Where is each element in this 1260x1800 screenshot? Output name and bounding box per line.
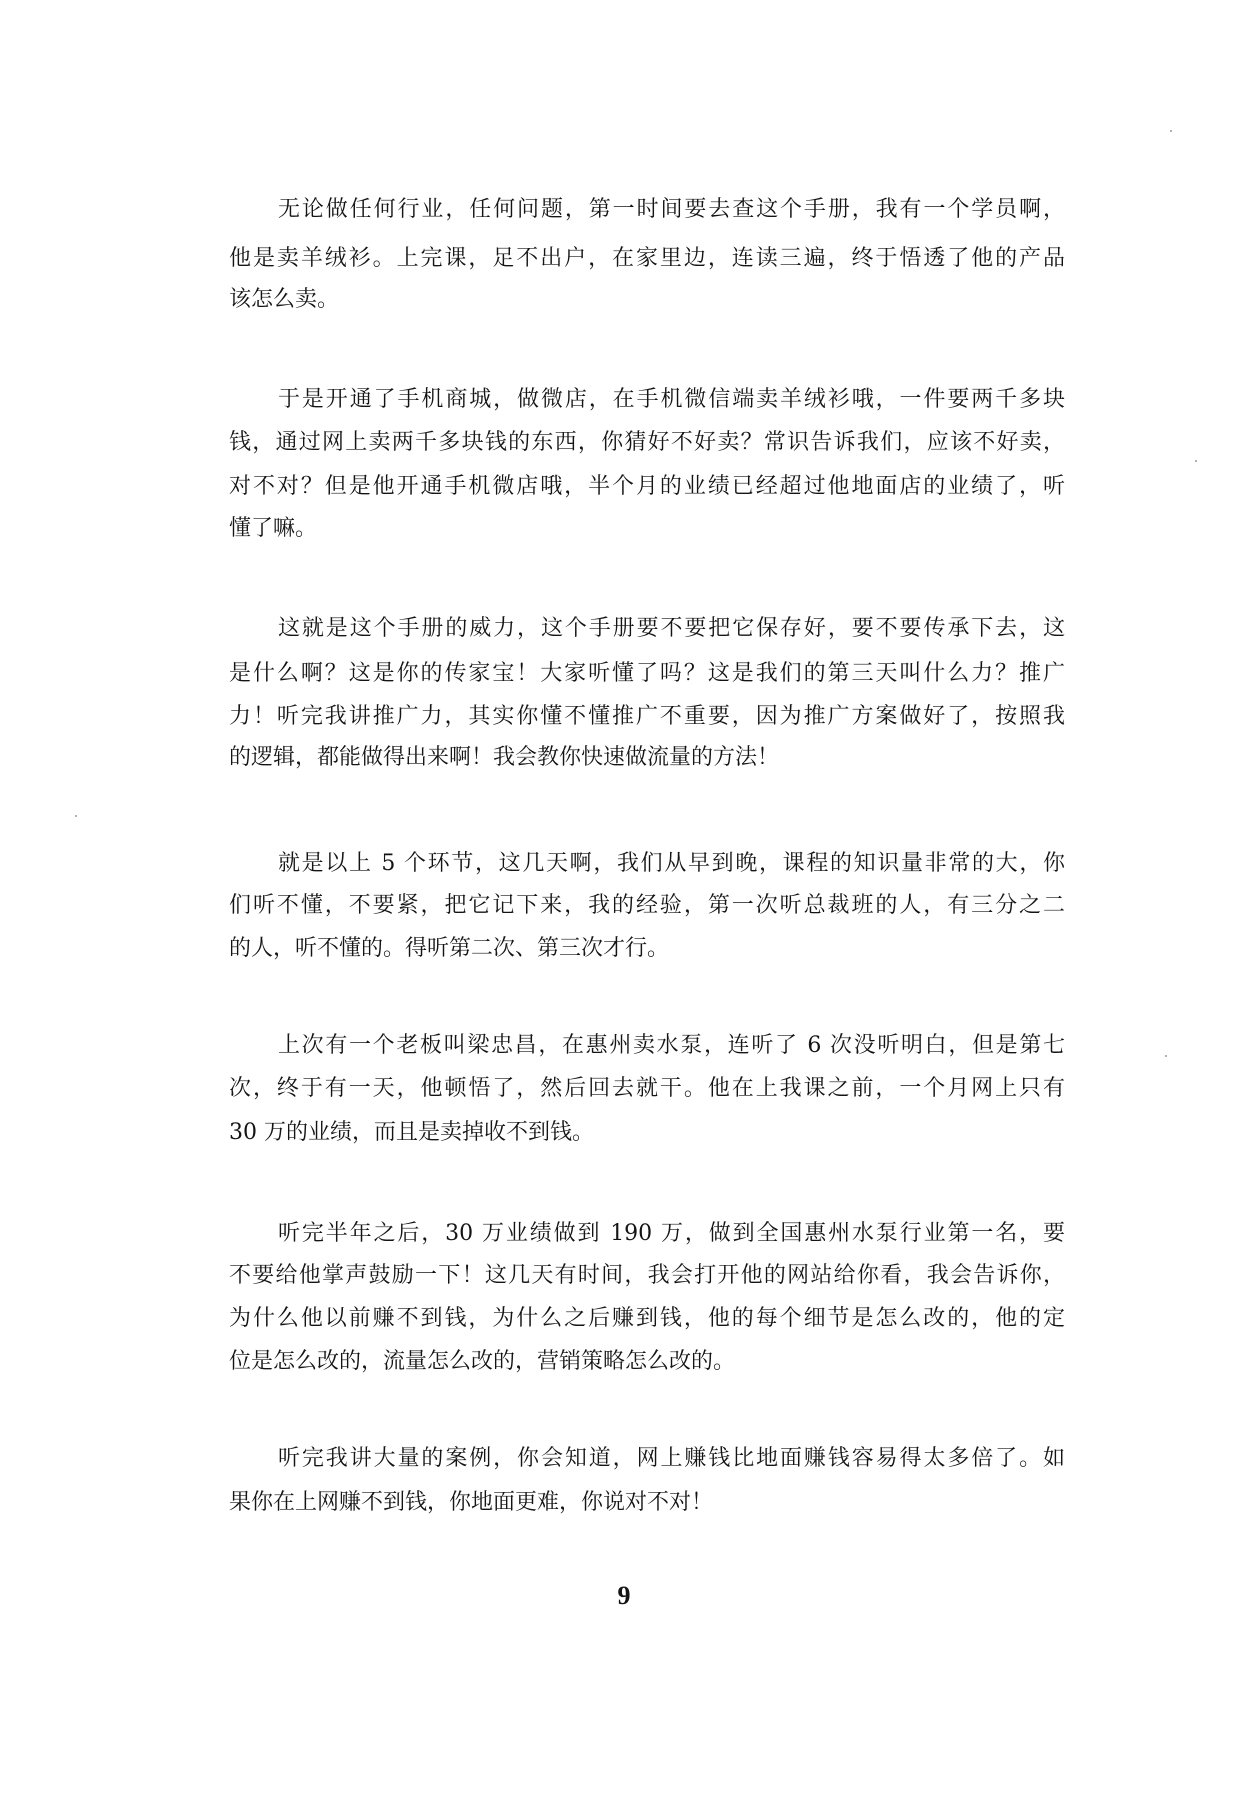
text-line: 不要给他掌声鼓励一下！这几天有时间，我会打开他的网站给你看，我会告诉你， [229, 1263, 1065, 1288]
text-line: 于是开通了手机商城，做微店，在手机微信端卖羊绒衫哦，一件要两千多块 [278, 387, 1065, 412]
text-line: 的逻辑，都能做得出来啊！我会教你快速做流量的方法！ [229, 745, 780, 770]
text-line: 他是卖羊绒衫。上完课，足不出户，在家里边，连读三遍，终于悟透了他的产品 [229, 246, 1065, 271]
text-line: 无论做任何行业，任何问题，第一时间要去查这个手册，我有一个学员啊， [278, 197, 1065, 222]
text-line: 就是以上 5 个环节，这几天啊，我们从早到晚，课程的知识量非常的大，你 [278, 851, 1065, 876]
scan-speck [1165, 1055, 1167, 1057]
scan-speck [1170, 130, 1172, 132]
text-line: 的人，听不懂的。得听第二次、第三次才行。 [229, 936, 670, 961]
text-line: 们听不懂，不要紧，把它记下来，我的经验，第一次听总裁班的人，有三分之二 [229, 893, 1065, 918]
text-line: 听完半年之后，30 万业绩做到 190 万，做到全国惠州水泵行业第一名，要 [278, 1221, 1065, 1246]
text-line: 懂了嘛。 [229, 516, 318, 541]
scan-speck [1195, 460, 1197, 462]
scan-speck [75, 815, 77, 817]
text-line: 位是怎么改的，流量怎么改的，营销策略怎么改的。 [229, 1349, 736, 1374]
page-number: 9 [617, 1581, 631, 1610]
text-line: 30 万的业绩，而且是卖掉收不到钱。 [229, 1120, 594, 1145]
text-line: 果你在上网赚不到钱，你地面更难，你说对不对！ [229, 1490, 714, 1515]
text-line: 该怎么卖。 [229, 287, 340, 312]
text-line: 听完我讲大量的案例，你会知道，网上赚钱比地面赚钱容易得太多倍了。如 [278, 1446, 1065, 1471]
text-line: 上次有一个老板叫梁忠昌，在惠州卖水泵，连听了 6 次没听明白，但是第七 [278, 1033, 1065, 1058]
text-line: 这就是这个手册的威力，这个手册要不要把它保存好，要不要传承下去，这 [278, 616, 1065, 641]
text-line: 钱，通过网上卖两千多块钱的东西，你猜好不好卖？常识告诉我们，应该不好卖， [229, 430, 1065, 455]
text-line: 是什么啊？这是你的传家宝！大家听懂了吗？这是我们的第三天叫什么力？推广 [229, 661, 1065, 686]
text-line: 力！听完我讲推广力，其实你懂不懂推广不重要，因为推广方案做好了，按照我 [229, 704, 1065, 729]
text-line: 对不对？但是他开通手机微店哦，半个月的业绩已经超过他地面店的业绩了，听 [229, 474, 1065, 499]
text-line: 次，终于有一天，他顿悟了，然后回去就干。他在上我课之前，一个月网上只有 [229, 1076, 1065, 1101]
text-line: 为什么他以前赚不到钱，为什么之后赚到钱，他的每个细节是怎么改的，他的定 [229, 1306, 1065, 1331]
